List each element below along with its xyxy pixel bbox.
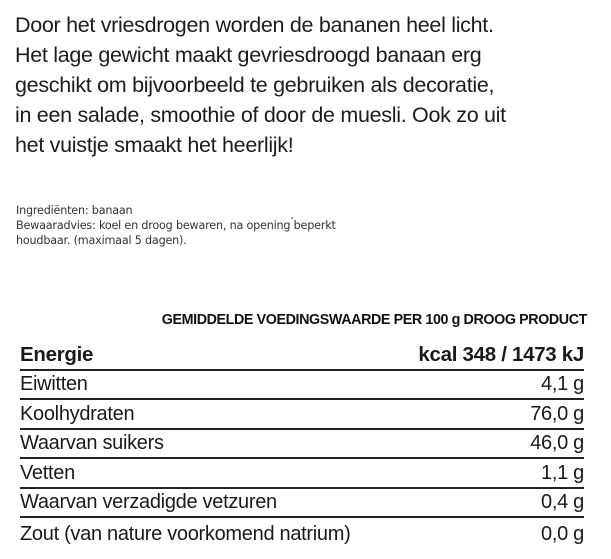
nutrition-row-zout <box>20 518 584 548</box>
description-line: het vuistje smaakt het heerlijk! <box>15 133 294 157</box>
nutrient-value: 76,0 g <box>530 402 584 425</box>
nutrient-value: 0,0 g <box>541 522 584 545</box>
nutrient-label: Waarvan suikers <box>20 432 164 454</box>
nutrition-row-verzadigde-vetzuren <box>20 489 584 519</box>
nutrition-row-koolhydraten <box>20 400 584 430</box>
product-description <box>15 10 605 160</box>
nutrient-value: 1,1 g <box>541 461 584 484</box>
nutrient-label: Eiwitten <box>20 373 88 395</box>
nutrient-value: 4,1 g <box>541 373 584 395</box>
nutrition-row-eiwitten <box>20 371 584 401</box>
nutrient-label: Waarvan verzadigde vetzuren <box>20 491 277 513</box>
description-line: in een salade, smoothie of door de muesli. Ook zo uit <box>15 103 506 127</box>
storage-advice-line-1: Bewaaradvies: koel en droog bewaren, na opening beperkt <box>16 219 336 232</box>
nutrient-value: 0,4 g <box>541 491 584 513</box>
speck-artifact <box>291 217 293 219</box>
nutrition-row-suikers <box>20 430 584 460</box>
nutrient-label: Energie <box>20 342 94 366</box>
nutrient-value: 46,0 g <box>530 432 584 454</box>
nutrient-label: Vetten <box>20 461 75 484</box>
ingredients-text: Ingrediënten: banaan <box>16 204 133 217</box>
description-line: geschikt om bijvoorbeeld te gebruiken als decoratie, <box>15 73 495 97</box>
nutrient-label: Koolhydraten <box>20 402 135 425</box>
nutrient-label: Zout (van nature voorkomend natrium) <box>20 522 351 545</box>
description-line: Door het vriesdrogen worden de bananen heel licht. <box>15 13 494 37</box>
nutrient-value: kcal 348 / 1473 kJ <box>418 342 584 366</box>
nutrition-row-energie <box>20 341 584 371</box>
description-line: Het lage gewicht maakt gevriesdroogd banaan erg <box>15 43 482 67</box>
storage-advice-line-2: houdbaar. (maximaal 5 dagen). <box>16 234 187 247</box>
product-info <box>16 203 336 248</box>
nutrition-table <box>20 341 584 548</box>
nutrition-table-title: GEMIDDELDE VOEDINGSWAARDE PER 100 g DROOG PRODUCT <box>161 312 587 328</box>
nutrition-row-vetten <box>20 459 584 489</box>
